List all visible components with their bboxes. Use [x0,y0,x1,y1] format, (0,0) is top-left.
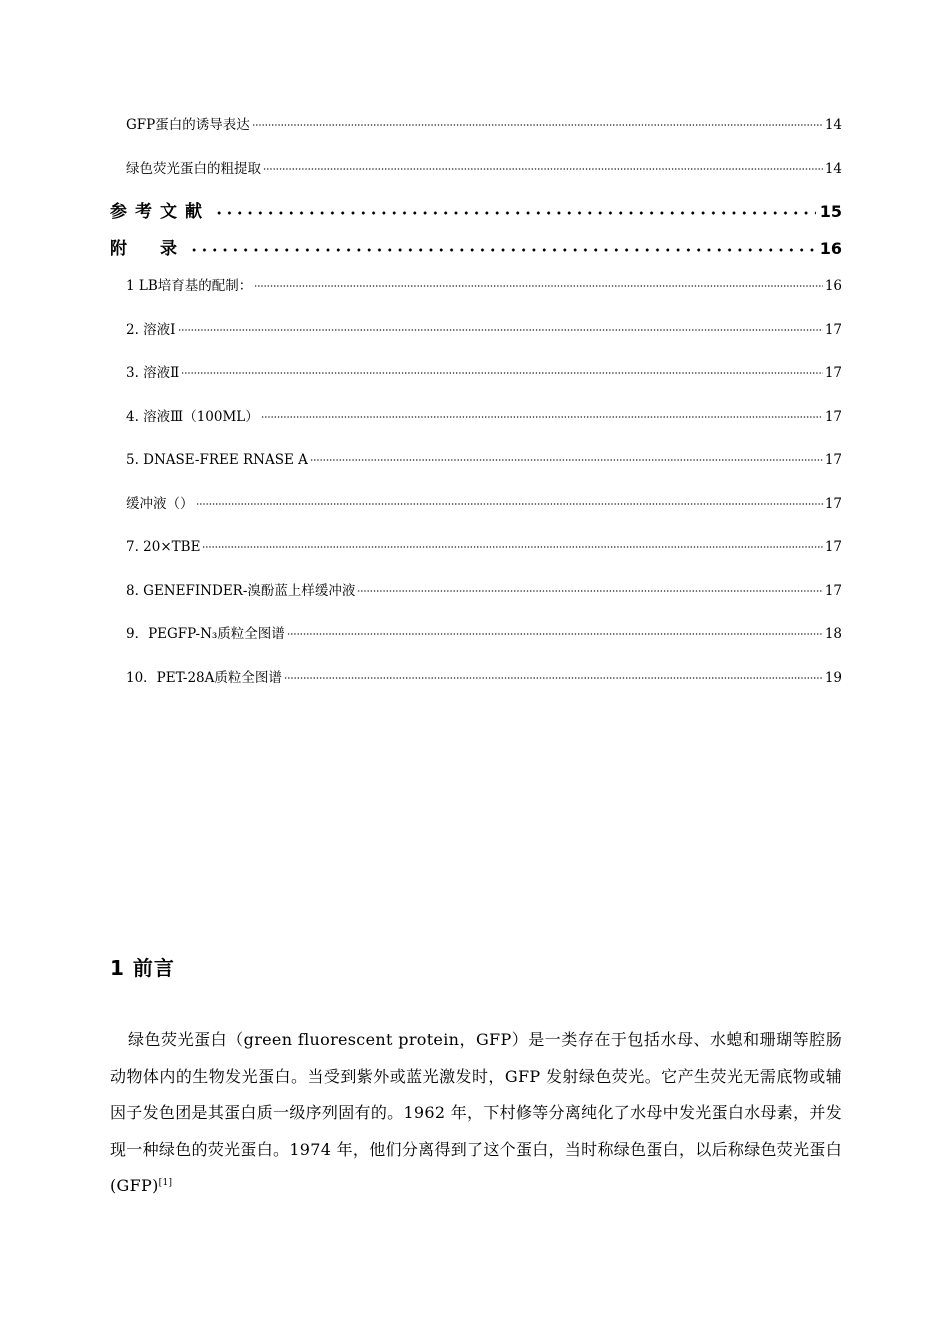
toc-leader-dots [310,459,823,461]
toc-entry[interactable] [110,489,842,533]
citation-ref[interactable]: [1] [158,1178,173,1188]
toc-entry-page: 17 [824,452,842,468]
toc-leader-dots [178,329,823,331]
toc-entry-page: 17 [824,408,842,425]
toc-entry-label: 1 LB培育基的配制： [126,278,253,294]
toc-entry-page: 17 [824,582,842,599]
toc-entry-page: 14 [824,160,842,177]
toc-entry-label: 10．PET-28A质粒全图谱 [126,669,282,686]
toc-leader-dots [214,211,816,215]
toc-entry-page: 17 [824,321,842,338]
toc-entry-page: 15 [819,202,842,221]
toc-leader-dots [181,372,822,374]
section-heading: 1 前言 [110,956,175,980]
toc-entry-label: 2. 溶液Ⅰ [126,321,176,338]
toc-entry[interactable] [110,234,842,271]
paragraph-text: 绿色荧光蛋白（green fluorescent protein，GFP）是一类存在于包括水母、水螅和珊瑚等腔肠动物体内的生物发光蛋白。当受到紫外或蓝光激发时，GFP 发射绿色荧光。它产生荧光无需底物或辅因子发色团是其蛋白质一级序列固有的。1962 年，下村修等分离纯化了水母中发光蛋白水母素，并发现一种绿色的荧光蛋白。1974 年，他们分离得到了这个蛋白，当时称绿色蛋白，以后称绿色荧光蛋白(GFP) [110,1030,842,1195]
toc-entry[interactable] [110,532,842,576]
toc-leader-dots [202,546,822,548]
toc-entry[interactable] [110,576,842,620]
toc-leader-dots [284,677,823,679]
toc-leader-dots [357,590,822,592]
toc-leader-dots [254,285,823,287]
toc-entry[interactable] [110,619,842,663]
toc-entry-page: 18 [824,626,842,642]
toc-entry[interactable] [110,315,842,359]
table-of-contents [110,110,842,706]
toc-entry-page: 17 [824,495,842,512]
toc-entry-label: GFP蛋白的诱导表达 [126,117,250,133]
toc-entry-page: 17 [824,365,842,381]
toc-entry-label: 7. 20×TBE [126,539,201,555]
toc-entry[interactable] [110,663,842,707]
toc-entry[interactable] [110,197,842,234]
toc-entry[interactable] [110,271,842,315]
toc-entry-page: 16 [819,239,842,258]
toc-entry[interactable] [110,402,842,446]
toc-leader-dots [252,124,823,126]
toc-entry-label: 附 录 [110,239,185,259]
toc-entry-label: 4. 溶液Ⅲ（100ML） [126,408,259,425]
toc-entry[interactable] [110,445,842,489]
toc-entry-label: 8. GENEFINDER-溴酚蓝上样缓冲液 [126,582,356,599]
toc-entry-label: 9．PEGFP-N₃质粒全图谱 [126,626,285,642]
toc-entry-label: 5. DNASE-FREE RNASE A [126,452,308,468]
toc-entry-page: 17 [824,539,842,555]
toc-entry-label: 缓冲液（） [126,495,194,512]
toc-entry-page: 19 [824,669,842,686]
toc-entry[interactable] [110,154,842,198]
toc-leader-dots [189,248,816,252]
toc-entry[interactable] [110,358,842,402]
toc-entry-page: 14 [824,117,842,133]
toc-entry-label: 3. 溶液Ⅱ [126,365,180,381]
toc-entry-label: 绿色荧光蛋白的粗提取 [126,160,261,177]
toc-leader-dots [287,633,823,635]
toc-leader-dots [263,168,823,170]
toc-leader-dots [261,416,823,418]
toc-entry-label: 参考文献 [110,202,210,222]
toc-entry[interactable] [110,110,842,154]
toc-leader-dots [196,503,823,505]
body-paragraph [110,1022,842,1205]
toc-entry-page: 16 [824,278,842,294]
